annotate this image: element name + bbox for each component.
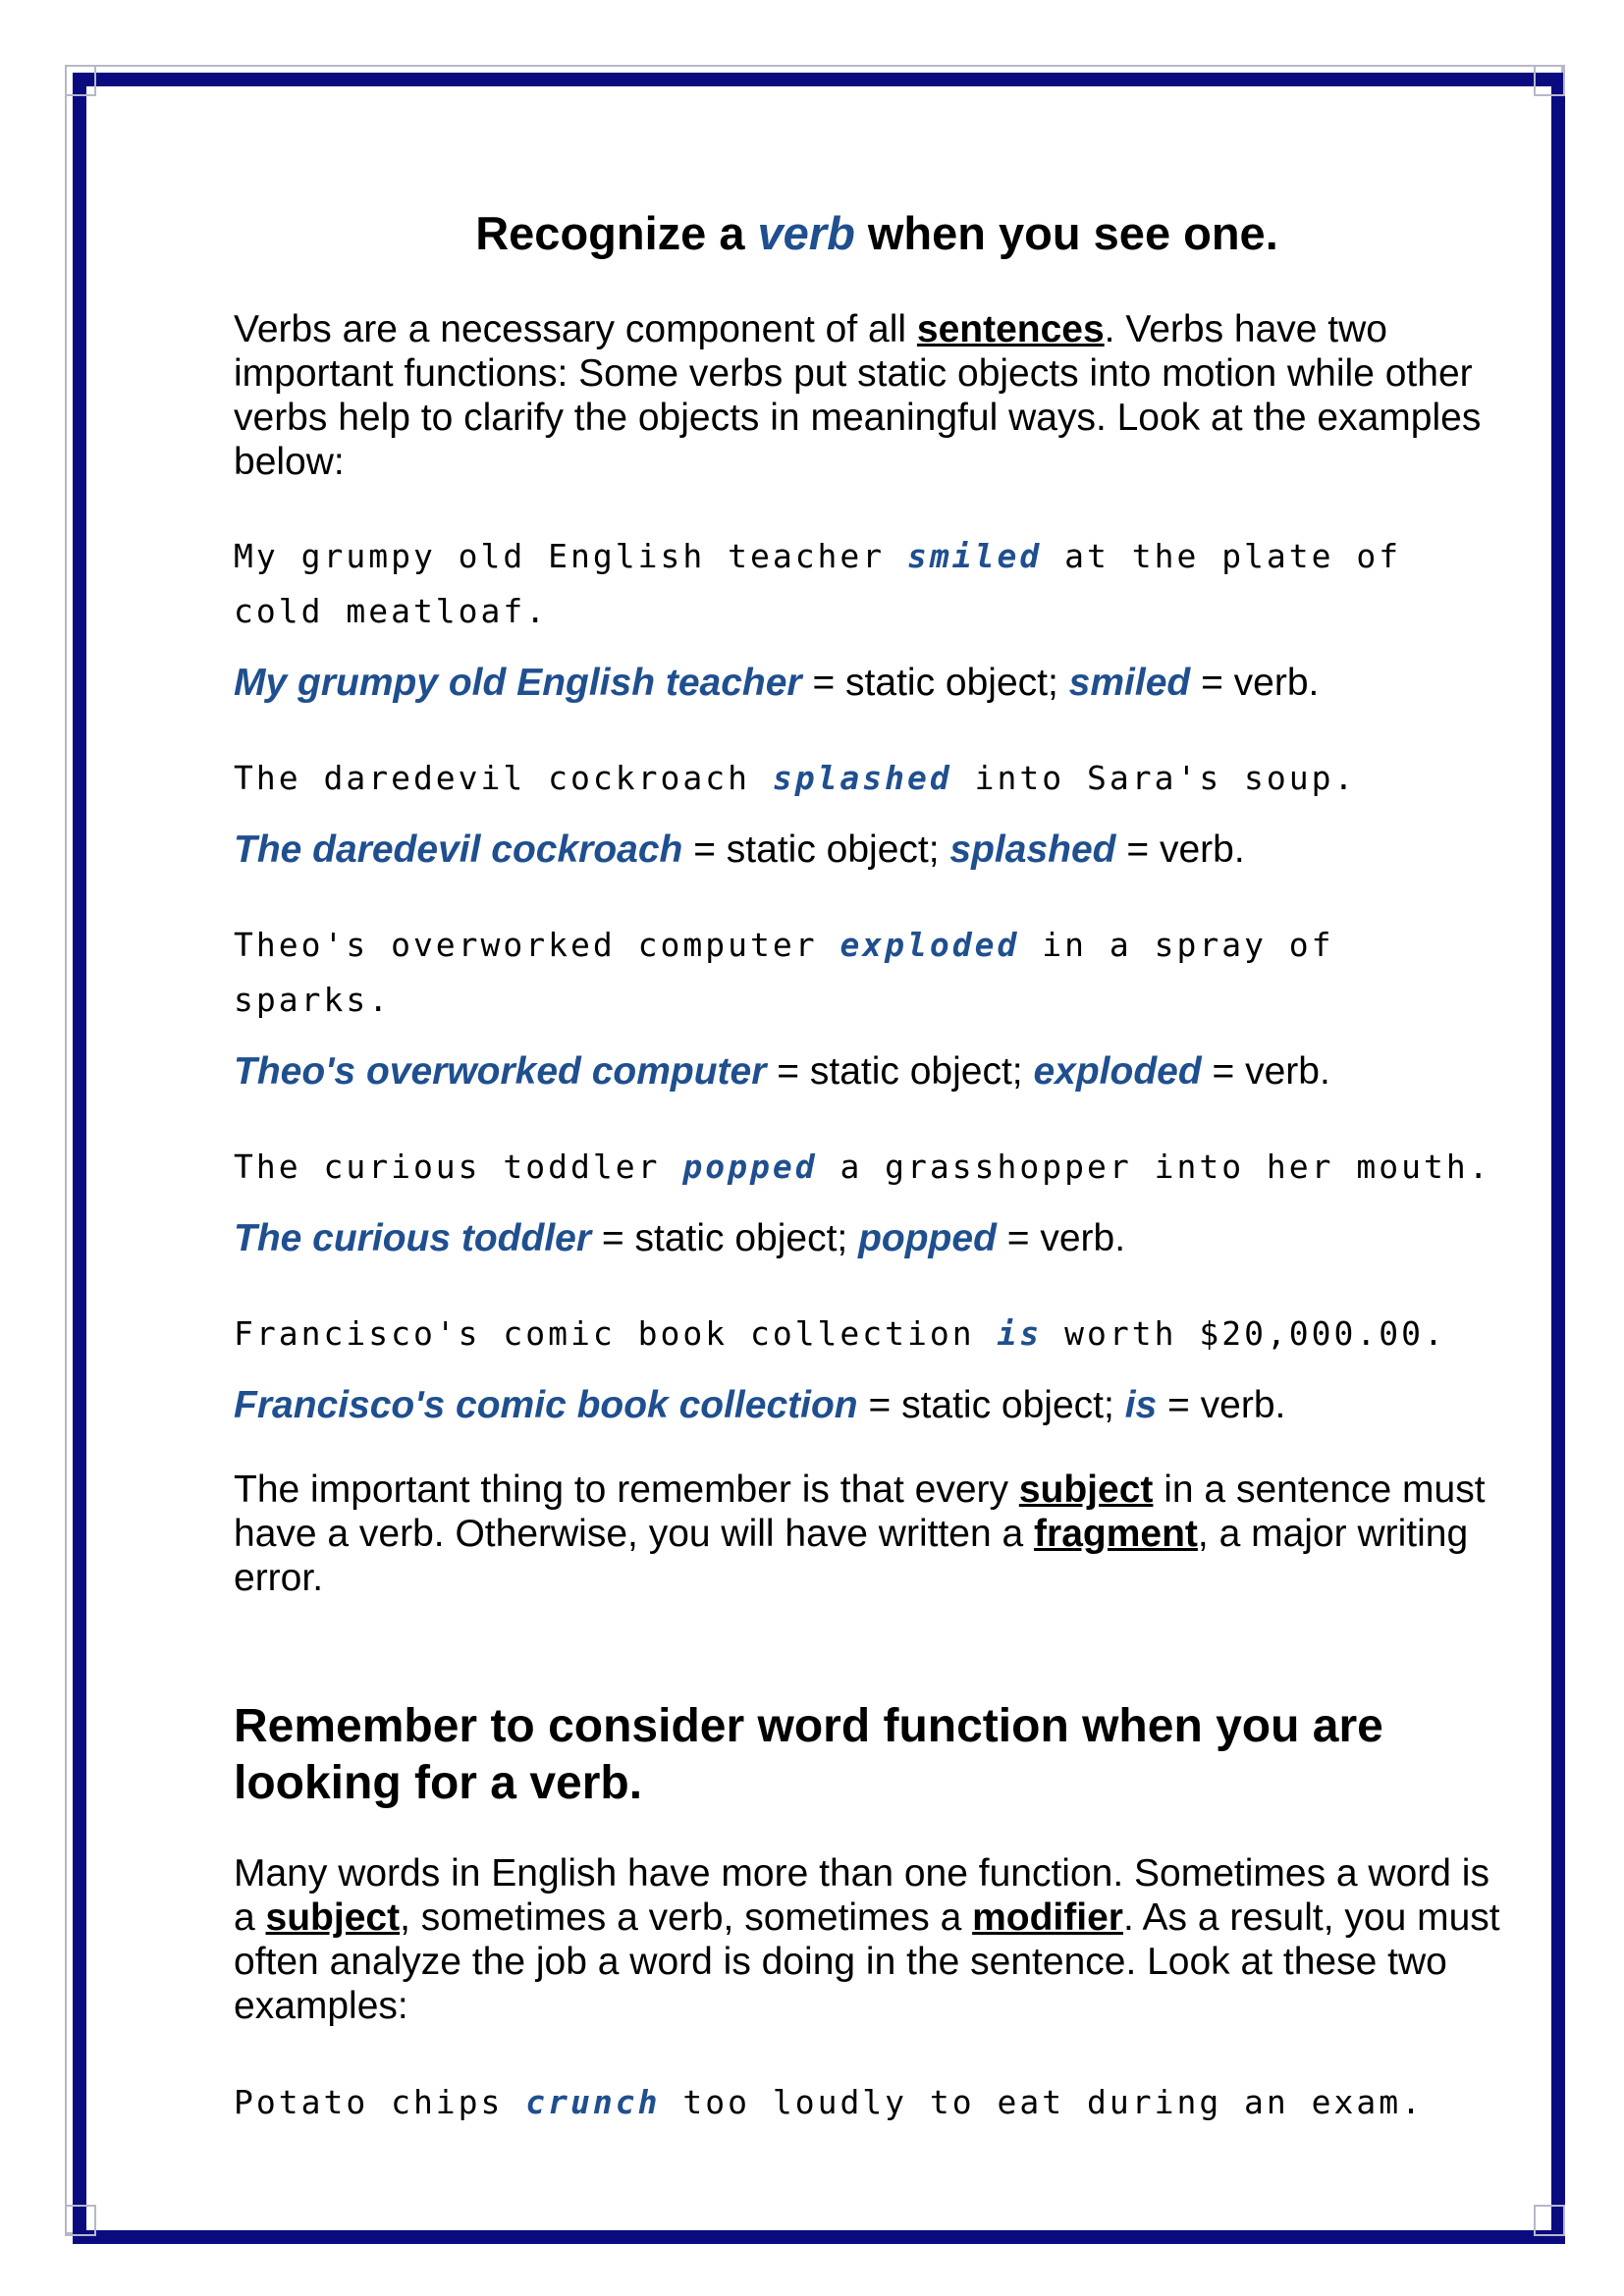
- example-analysis: Francisco's comic book collection = static object; is = verb.: [234, 1384, 1286, 1426]
- sentences-link[interactable]: sentences: [916, 308, 1105, 350]
- subject-link[interactable]: subject: [265, 1896, 401, 1939]
- example-analysis: My grumpy old English teacher = static object; smiled = verb.: [234, 662, 1320, 704]
- page-content: [234, 206, 1510, 2130]
- title-verb: verb: [757, 207, 855, 259]
- remember-paragraph: The important thing to remember is that every subject in a sentence must have a verb. Otherwise, you will have written a fragment, a major writing error.: [234, 1468, 1486, 1599]
- section-heading: Remember to consider word function when you are looking for a verb.: [234, 1700, 1383, 1809]
- page-title: Recognize a verb when you see one.: [475, 207, 1278, 259]
- example-analysis: The curious toddler = static object; popped = verb.: [234, 1217, 1126, 1259]
- fragment-link[interactable]: fragment: [1034, 1513, 1198, 1555]
- example-sentence: The curious toddler popped a grasshopper into her mouth.: [234, 1148, 1491, 1186]
- example-sentence: My grumpy old English teacher smiled at the plate of cold meatloaf.: [234, 537, 1402, 630]
- example-analysis: The daredevil cockroach = static object; splashed = verb.: [234, 828, 1245, 871]
- border-corner: [65, 65, 96, 96]
- example-sentence: Theo's overworked computer exploded in a spray of sparks.: [234, 926, 1334, 1019]
- border-corner: [1534, 2205, 1565, 2236]
- example-sentence: Francisco's comic book collection is worth $20,000.00.: [234, 1314, 1446, 1353]
- border-corner: [1534, 65, 1565, 96]
- intro-paragraph: Verbs are a necessary component of all sentences. Verbs have two important functions: Some verbs put static objects into motion while other verbs help to clarify the objects in meaningful ways. Look at the examples below:: [234, 308, 1482, 483]
- subject-link[interactable]: subject: [1018, 1468, 1154, 1511]
- function-paragraph: Many words in English have more than one function. Sometimes a word is a subject, sometimes a verb, sometimes a modifier. As a result, you must often analyze the job a word is doing in the sentence. Look at these two examples:: [234, 1852, 1500, 2027]
- example-sentence: Potato chips crunch too loudly to eat during an exam.: [234, 2083, 1425, 2121]
- border-corner: [65, 2205, 96, 2236]
- modifier-link[interactable]: modifier: [972, 1896, 1123, 1939]
- example-sentence: The daredevil cockroach splashed into Sara's soup.: [234, 759, 1357, 797]
- example-analysis: Theo's overworked computer = static object; exploded = verb.: [234, 1050, 1330, 1093]
